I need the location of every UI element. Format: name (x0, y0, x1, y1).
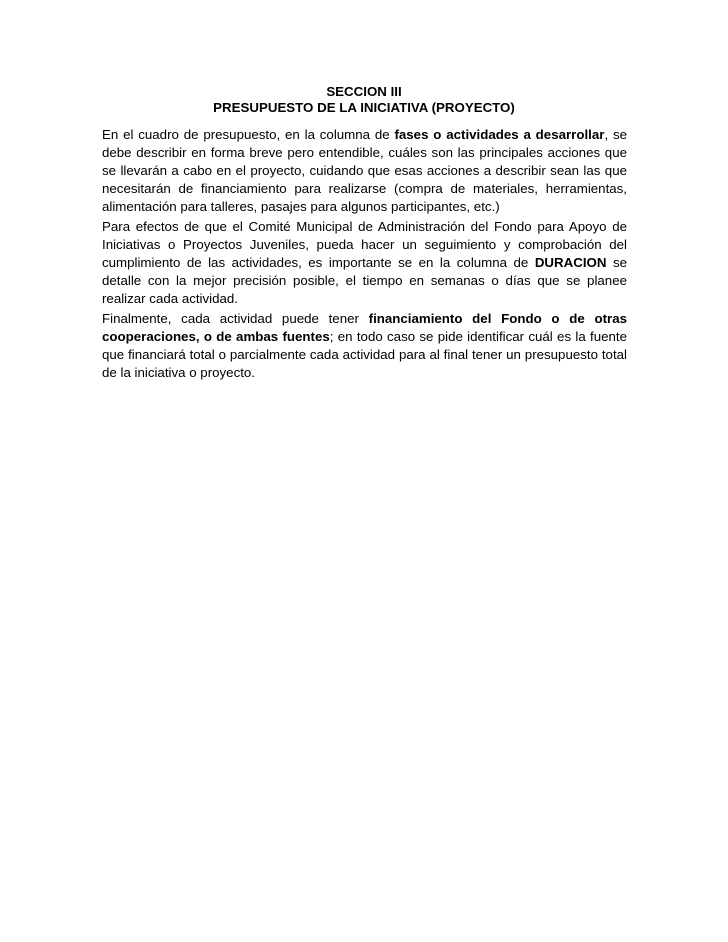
paragraph-text: Para efectos de que el Comité Municipal de Administración del Fondo para Apoyo de Iniciativas o Proyectos Juveniles, pueda hacer un seguimiento y comprobación del cumplimiento de las actividades, es importante se en la columna de (102, 219, 627, 270)
paragraph-text: se detalle con la mejor precisión posible, el tiempo en semanas o días que se planee realizar cada actividad. (102, 255, 627, 306)
section-label: SECCION III (326, 84, 402, 99)
paragraph-bold-text: DURACION (534, 255, 607, 270)
section-title: PRESUPUESTO DE LA INICIATIVA (PROYECTO) (213, 100, 515, 115)
paragraph-duration (102, 218, 627, 308)
paragraph-bold-text: financiamiento del Fondo o de otras cooperaciones, o de ambas fuentes (102, 311, 628, 344)
paragraph-text: En el cuadro de presupuesto, en la columna de (102, 127, 395, 142)
paragraph-text: ; en todo caso se pide identificar cuál es la fuente que financiará total o parcialmente cada actividad para al final tener un presupuesto total de la iniciativa o proyecto. (102, 329, 627, 380)
paragraph-text: Finalmente, cada actividad puede tener (102, 311, 369, 326)
paragraph-funding-sources (102, 310, 627, 382)
paragraph-text: , se debe describir en forma breve pero entendible, cuáles son las principales acciones que se llevarán a cabo en el proyecto, cuidando que esas acciones a describir sean las que necesitarán de financiamiento para realizarse (compra de materiales, herramientas, alimentación para talleres, pasajes para algunos participantes, etc.) (102, 127, 627, 214)
paragraph-budget-phases (102, 126, 627, 216)
paragraph-bold-text: fases o actividades a desarrollar (394, 127, 605, 142)
